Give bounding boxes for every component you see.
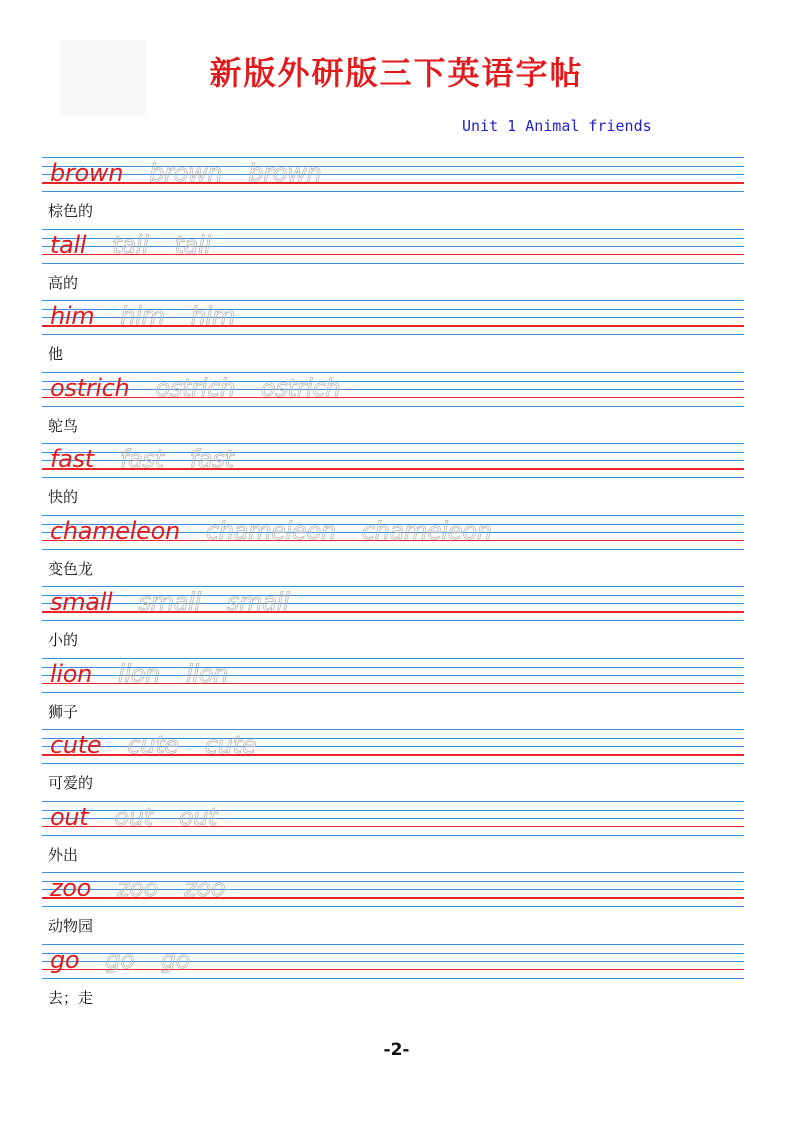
trace-word: chameleon — [205, 516, 336, 545]
page-title: 新版外研版三下英语字帖 — [209, 54, 584, 92]
guide-line-top — [42, 658, 744, 659]
trace-word: cute — [127, 731, 179, 759]
trace-word: small — [138, 588, 201, 616]
word-row — [50, 231, 211, 259]
vocab-entry — [42, 729, 744, 801]
trace-word: cute — [204, 731, 257, 759]
handwriting-sheet — [42, 157, 744, 1015]
chinese-meaning: 鸵鸟 — [48, 416, 79, 435]
word-row — [50, 946, 190, 974]
trace-word: brown — [149, 159, 223, 187]
guide-line-bottom — [42, 549, 744, 550]
trace-word: zoo — [117, 874, 159, 902]
chinese-meaning: 外出 — [48, 845, 79, 864]
guide-line-top — [42, 300, 744, 301]
vocab-entry — [42, 300, 744, 372]
vocab-word: brown — [50, 159, 124, 187]
guide-line-bottom — [42, 263, 744, 264]
trace-word: zoo — [184, 874, 226, 902]
chinese-meaning: 他 — [48, 345, 64, 363]
trace-word: ostrich — [155, 373, 235, 402]
trace-word: brown — [248, 159, 322, 187]
chinese-meaning: 变色龙 — [48, 559, 94, 578]
vocab-word: him — [50, 302, 95, 330]
vocab-entry — [42, 157, 744, 229]
vocab-word: chameleon — [50, 516, 180, 545]
guide-line-bottom — [42, 477, 744, 478]
chinese-meaning: 动物园 — [48, 917, 94, 935]
trace-word: lion — [118, 659, 161, 688]
word-row — [50, 374, 340, 402]
vocab-word: go — [50, 945, 80, 974]
trace-word: tall — [174, 230, 211, 259]
trace-word: fast — [189, 445, 234, 473]
trace-word: small — [226, 588, 290, 616]
trace-word: chameleon — [361, 516, 492, 545]
word-row — [50, 660, 228, 688]
word-row — [50, 517, 492, 545]
trace-word: out — [178, 802, 218, 831]
vocab-entry — [42, 944, 744, 1016]
guide-line-bottom — [42, 620, 744, 621]
guide-line-top — [42, 229, 744, 230]
trace-word: go — [160, 945, 190, 974]
unit-title: Unit 1 Animal friends — [462, 117, 652, 135]
trace-word: ostrich — [260, 373, 341, 402]
trace-word: him — [120, 302, 165, 330]
vocab-entry — [42, 443, 744, 515]
chinese-meaning: 去；走 — [48, 988, 94, 1007]
vocab-word: zoo — [50, 874, 92, 902]
vocab-entry — [42, 372, 744, 444]
word-row — [50, 803, 217, 831]
chinese-meaning: 可爱的 — [48, 774, 94, 792]
vocab-entry — [42, 586, 744, 658]
guide-line-top — [42, 944, 744, 945]
guide-line-top — [42, 586, 744, 587]
guide-line-top — [42, 443, 744, 444]
trace-word: fast — [119, 445, 164, 473]
trace-word: lion — [186, 659, 229, 688]
chinese-meaning: 狮子 — [48, 702, 79, 721]
vocab-entry — [42, 229, 744, 301]
vocab-word: lion — [50, 659, 93, 688]
trace-word: out — [114, 802, 153, 831]
chinese-meaning: 小的 — [48, 631, 79, 649]
guide-line-bottom — [42, 835, 744, 836]
guide-line-bottom — [42, 692, 744, 693]
chinese-meaning: 快的 — [48, 488, 79, 506]
chinese-meaning: 高的 — [48, 273, 79, 292]
vocab-word: ostrich — [50, 373, 130, 402]
vocab-word: small — [50, 588, 113, 616]
vocab-word: tall — [50, 230, 87, 259]
vocab-entry — [42, 801, 744, 873]
vocab-word: cute — [50, 731, 102, 759]
guide-line-bottom — [42, 906, 744, 907]
guide-line-top — [42, 729, 744, 730]
guide-line-bottom — [42, 406, 744, 407]
page-number: -2- — [383, 1040, 410, 1060]
guide-line-bottom — [42, 763, 744, 764]
chinese-meaning: 棕色的 — [48, 202, 94, 220]
guide-line-top — [42, 872, 744, 873]
word-row — [50, 731, 256, 759]
word-row — [50, 302, 235, 330]
word-row — [50, 588, 289, 616]
vocab-entry — [42, 872, 744, 944]
guide-line-top — [42, 372, 744, 373]
vocab-entry — [42, 658, 744, 730]
vocab-word: fast — [50, 445, 94, 473]
trace-word: tall — [112, 230, 149, 259]
trace-word: him — [190, 302, 236, 330]
guide-line-top — [42, 801, 744, 802]
guide-line-top — [42, 157, 744, 158]
guide-line-bottom — [42, 191, 744, 192]
word-row — [50, 445, 234, 473]
guide-line-bottom — [42, 978, 744, 979]
vocab-entry — [42, 515, 744, 587]
word-row — [50, 874, 225, 902]
guide-line-bottom — [42, 334, 744, 335]
vocab-word: out — [50, 802, 89, 831]
trace-word: go — [105, 945, 135, 974]
word-row — [50, 159, 321, 187]
guide-line-top — [42, 515, 744, 516]
